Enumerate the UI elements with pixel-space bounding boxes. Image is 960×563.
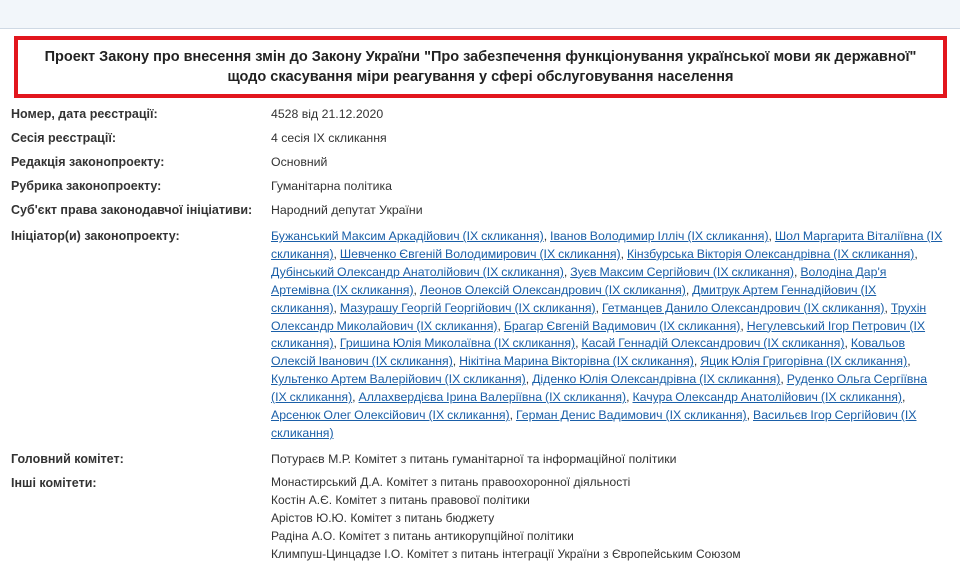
initiator-separator: ,: [794, 264, 801, 279]
initiator-separator: ,: [914, 246, 918, 261]
initiator-separator: ,: [685, 282, 693, 297]
rubric-label: Рубрика законопроекту:: [11, 179, 162, 193]
initiator-link[interactable]: Культенко Артем Валерійович (IX скликання): [271, 372, 526, 387]
initiator-separator: ,: [333, 300, 340, 315]
initiator-separator: ,: [740, 318, 747, 333]
initiator-link[interactable]: Леонов Олексій Олександрович (IX скликання): [419, 282, 686, 297]
initiator-link[interactable]: Бужанський Максим Аркадійович (IX скликання): [271, 229, 544, 243]
initiator-link[interactable]: Трухін Олександр Миколайович (IX скликання): [271, 300, 927, 333]
initiator-link[interactable]: Брагар Євгеній Вадимович (IX скликання): [503, 318, 741, 333]
main-committee-value: Потураєв М.Р. Комітет з питань гуманітарної та інформаційної політики: [271, 451, 677, 466]
main-committee-row: [0, 447, 960, 471]
initiator-separator: ,: [509, 408, 516, 423]
initiator-separator: ,: [626, 390, 633, 405]
initiator-link[interactable]: Негулевський Ігор Петрович (IX скликання): [271, 318, 926, 351]
edition-row: [0, 150, 960, 174]
session-label: Сесія реєстрації:: [11, 131, 116, 145]
initiator-separator: ,: [525, 372, 533, 387]
subject-value: Народний депутат України: [271, 203, 423, 217]
top-bar: [0, 0, 960, 29]
initiator-link[interactable]: Качура Олександр Анатолійович (IX скликання): [632, 390, 903, 405]
initiator-link[interactable]: Васильєв Ігор Сергійович (IX скликання): [271, 408, 917, 440]
session-row: [0, 126, 960, 150]
initiator-separator: ,: [333, 336, 340, 351]
initiator-separator: ,: [907, 354, 911, 369]
other-committee-item: Костін А.Є. Комітет з питань правової політики: [271, 492, 530, 507]
initiator-separator: ,: [902, 390, 906, 405]
subject-row: [0, 198, 960, 222]
initiator-separator: ,: [780, 372, 787, 387]
initiators-row: [0, 222, 960, 447]
session-value: 4 сесія IX скликання: [271, 131, 387, 145]
other-committee-item: Радіна А.О. Комітет з питань антикорупційної політики: [271, 529, 574, 544]
initiator-separator: ,: [413, 282, 420, 297]
other-committee-item: Климпуш-Цинцадзе І.О. Комітет з питань інтеграції України з Європейським Союзом: [271, 547, 741, 562]
initiator-separator: ,: [693, 354, 701, 369]
initiator-separator: ,: [746, 408, 753, 423]
initiator-link[interactable]: Гришина Юлія Миколаївна (IX скликання): [339, 336, 576, 351]
initiator-separator: ,: [497, 318, 504, 333]
initiator-link[interactable]: Дубінський Олександр Анатолійович (IX скликання): [271, 264, 564, 279]
initiator-link[interactable]: Діденко Юлія Олександрівна (IX скликання): [532, 372, 781, 387]
initiator-link[interactable]: Кінзбурська Вікторія Олександрівна (IX скликання): [626, 246, 915, 261]
other-committees-row: [0, 471, 960, 563]
initiator-link[interactable]: Шол Маргарита Віталіївна (IX скликання): [271, 229, 943, 261]
other-committees-list: [271, 471, 945, 563]
bill-details: [0, 102, 960, 563]
initiator-link[interactable]: Іванов Володимир Ілліч (IX скликання): [550, 229, 769, 243]
main-committee-label: Головний комітет:: [11, 451, 124, 466]
initiator-separator: ,: [844, 336, 851, 351]
initiator-separator: ,: [575, 336, 582, 351]
bill-title-box: [14, 36, 947, 98]
initiator-link[interactable]: Гетманцев Данило Олександрович (IX скликання): [601, 300, 885, 315]
initiator-link[interactable]: Нікітіна Марина Вікторівна (IX скликання): [459, 354, 694, 369]
other-committee-item: Арістов Ю.Ю. Комітет з питань бюджету: [271, 511, 495, 526]
initiator-separator: ,: [620, 246, 627, 261]
other-committee-item: Монастирський Д.А. Комітет з питань правоохоронної діяльності: [271, 474, 631, 489]
registration-value: 4528 від 21.12.2020: [271, 107, 384, 121]
initiator-separator: ,: [352, 390, 359, 405]
initiator-separator: ,: [884, 300, 891, 315]
initiator-link[interactable]: Зуєв Максим Сергійович (IX скликання): [570, 264, 794, 279]
other-committees-label: Інші комітети:: [11, 475, 97, 490]
initiator-link[interactable]: Дмитрук Артем Геннадійович (IX скликання): [271, 282, 877, 315]
initiator-separator: ,: [595, 300, 602, 315]
initiator-separator: ,: [768, 229, 775, 243]
initiator-separator: ,: [543, 229, 551, 243]
initiator-link[interactable]: Аллахвердієва Ірина Валеріївна (IX скликання): [358, 390, 627, 405]
edition-label: Редакція законопроекту:: [11, 155, 165, 169]
registration-row: [0, 102, 960, 126]
initiator-link[interactable]: Володіна Дар'я Артемівна (IX скликання): [271, 264, 887, 297]
edition-value: Основний: [271, 155, 328, 169]
rubric-row: [0, 174, 960, 198]
initiator-link[interactable]: Руденко Ольга Сергіївна (IX скликання): [271, 372, 928, 405]
initiator-link[interactable]: Мазурашу Георгій Георгійович (IX скликання): [339, 300, 596, 315]
initiator-link[interactable]: Яцик Юлія Григорівна (IX скликання): [700, 354, 908, 369]
initiator-separator: ,: [333, 246, 340, 261]
bill-title: Проект Закону про внесення змін до Закону України "Про забезпечення функціонування української мови як державної" щодо скасування міри реагування у сфері обслуговування населення: [44, 49, 917, 85]
initiators-label: Ініціатор(и) законопроекту:: [11, 229, 180, 243]
initiator-link[interactable]: Герман Денис Вадимович (IX скликання): [515, 408, 747, 423]
initiator-separator: ,: [452, 354, 460, 369]
initiators-list: [271, 225, 945, 447]
initiator-link[interactable]: Шевченко Євгеній Володимирович (IX скликання): [339, 246, 621, 261]
initiator-separator: ,: [563, 264, 571, 279]
registration-label: Номер, дата реєстрації:: [11, 107, 158, 121]
initiator-link[interactable]: Арсенюк Олег Олексійович (IX скликання): [271, 408, 510, 423]
subject-label: Суб'єкт права законодавчої ініціативи:: [11, 203, 253, 217]
initiator-link[interactable]: Касай Геннадій Олександрович (IX скликання): [581, 336, 845, 351]
rubric-value: Гуманітарна політика: [271, 179, 393, 193]
initiator-link[interactable]: Ковальов Олексій Іванович (IX скликання): [271, 336, 906, 369]
